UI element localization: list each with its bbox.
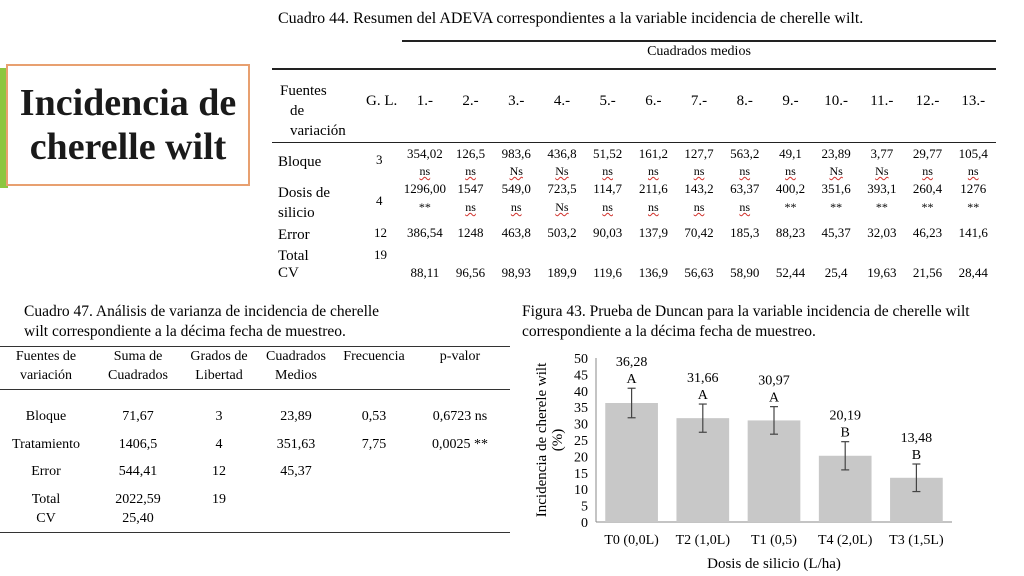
table-cell: Tratamiento — [12, 437, 80, 452]
cell-value: 1547 — [457, 181, 484, 196]
cell-value: 52,44 — [775, 265, 806, 280]
col-header: 2.- — [462, 93, 479, 109]
table-cell: 23,89 — [280, 409, 312, 424]
cell-sig: ns — [967, 164, 979, 178]
col-fuentes-1: Fuentes — [280, 83, 327, 99]
cell-value: 45,37 — [821, 225, 851, 240]
cell-value: 88,11 — [410, 265, 440, 280]
x-tick-label: T1 (0,5) — [751, 533, 797, 548]
row-gl: 4 — [376, 193, 383, 208]
table-cell: 19 — [212, 492, 226, 507]
cell-value: 393,1 — [867, 181, 897, 196]
x-tick-label: T3 (1,5L) — [889, 533, 944, 548]
col-header: Medios — [275, 368, 317, 383]
cell-value: 96,56 — [455, 265, 486, 280]
cell-value: 51,52 — [593, 146, 623, 161]
cell-value: 49,1 — [779, 146, 802, 161]
cell-value: 351,6 — [821, 181, 851, 196]
y-axis-title: (%) — [550, 428, 566, 452]
cell-value: 189,9 — [547, 265, 577, 280]
y-tick-label: 35 — [574, 401, 588, 417]
x-tick-label: T2 (1,0L) — [675, 533, 731, 548]
cell-sig: Ns — [875, 164, 889, 178]
row-label: Dosis de — [278, 185, 331, 201]
col-header: 4.- — [553, 93, 571, 109]
cell-value: 503,2 — [547, 225, 577, 240]
row-label: Total — [278, 248, 309, 264]
cell-value: 119,6 — [593, 265, 623, 280]
cell-sig: Ns — [509, 164, 523, 178]
y-tick-label: 20 — [574, 450, 588, 466]
cell-value: 260,4 — [912, 181, 943, 196]
cell-value: 463,8 — [501, 225, 531, 240]
cell-value: 983,6 — [501, 146, 531, 161]
data-label: 20,19 — [829, 408, 861, 424]
col-gl: G. L. — [366, 93, 398, 109]
header-bottom-rule — [272, 142, 996, 143]
cell-value: 19,63 — [867, 265, 897, 280]
x-tick-label: T0 (0,0L) — [604, 533, 659, 548]
y-tick-label: 25 — [574, 434, 588, 449]
row-label: CV — [278, 265, 299, 281]
cell-value: 88,23 — [775, 225, 806, 240]
header-rule — [0, 389, 510, 390]
y-axis-title: Incidencia de cherele wilt — [534, 362, 550, 518]
cell-sig: ns — [922, 164, 933, 178]
figura43-caption-1: Figura 43. Prueba de Duncan para la variable incidencia de cherelle wilt — [522, 303, 970, 320]
col-header: 13.- — [961, 93, 986, 109]
cell-value: 29,77 — [912, 146, 943, 161]
table-cell: 4 — [215, 437, 223, 452]
slide-title-box — [6, 64, 250, 186]
group-header: Cuadrados medios — [647, 44, 751, 59]
col-header: 3.- — [508, 93, 525, 109]
col-header: Fuentes de — [15, 349, 77, 364]
cell-sig: ** — [784, 200, 797, 214]
table-cell: CV — [36, 511, 56, 526]
cell-value: 1248 — [457, 225, 484, 240]
table-cell: 544,41 — [118, 464, 158, 479]
cell-sig: ns — [465, 200, 476, 214]
row-label: Error — [278, 227, 310, 243]
col-header: Grados de — [190, 349, 248, 364]
table-cell: Error — [31, 464, 61, 479]
table-cell: Bloque — [25, 409, 67, 424]
cuadro44-caption: Cuadro 44. Resumen del ADEVA correspondientes a la variable incidencia de cherelle wilt. — [278, 10, 864, 27]
cell-sig: Ns — [829, 164, 843, 178]
table-cell: 1406,5 — [118, 437, 158, 452]
table-cell: 45,37 — [280, 464, 312, 479]
cell-value: 126,5 — [455, 146, 486, 161]
table-cell: 0,6723 ns — [432, 409, 488, 424]
table-cell: 351,63 — [276, 437, 316, 452]
cell-value: 127,7 — [684, 146, 714, 161]
x-tick-label: T4 (2,0L) — [817, 533, 873, 548]
cell-sig: Ns — [555, 200, 569, 214]
duncan-letter: A — [626, 372, 637, 388]
cell-value: 354,02 — [406, 146, 443, 161]
table-cell: 3 — [215, 409, 223, 424]
row-label: silicio — [278, 205, 315, 221]
y-tick-label: 40 — [574, 384, 588, 400]
duncan-letter: A — [697, 388, 708, 404]
table-cell: 0,53 — [361, 409, 387, 424]
cell-value: 185,3 — [730, 225, 760, 240]
col-header: 10.- — [824, 93, 849, 109]
col-header: p-valor — [439, 349, 481, 364]
figura43-caption-2: correspondiente a la décima fecha de muestreo. — [522, 323, 816, 340]
table-cell: Total — [31, 492, 61, 507]
cell-sig: ns — [739, 164, 751, 178]
col-header: 12.- — [915, 93, 940, 109]
y-tick-label: 0 — [581, 516, 588, 531]
cell-value: 105,4 — [958, 146, 988, 161]
row-gl: 3 — [376, 152, 383, 167]
y-tick-label: 15 — [574, 466, 588, 482]
cell-value: 141,6 — [958, 225, 988, 240]
cell-value: 137,9 — [638, 225, 668, 240]
cell-value: 723,5 — [547, 181, 577, 196]
cell-value: 436,8 — [547, 146, 577, 161]
cell-value: 3,77 — [870, 146, 894, 161]
cell-sig: ** — [921, 200, 934, 214]
cell-value: 136,9 — [638, 265, 668, 280]
cell-sig: ns — [648, 164, 659, 178]
cell-sig: ** — [418, 200, 431, 214]
y-tick-label: 5 — [581, 499, 588, 515]
cell-sig: ns — [419, 164, 431, 178]
cell-value: 28,44 — [958, 265, 988, 280]
header-rule — [272, 68, 996, 70]
cell-value: 58,90 — [730, 265, 760, 280]
col-header: 11.- — [870, 93, 894, 109]
col-header: 5.- — [599, 93, 616, 109]
y-tick-label: 10 — [574, 483, 588, 499]
duncan-letter: B — [840, 425, 850, 441]
slide-title: Incidencia de cherelle wilt — [19, 82, 237, 168]
bar — [676, 418, 729, 522]
cell-value: 70,42 — [684, 225, 714, 240]
cell-sig: ns — [602, 164, 613, 178]
col-header: Suma de — [113, 349, 163, 364]
cell-value: 549,0 — [501, 181, 531, 196]
cell-sig: ns — [510, 200, 522, 214]
cell-value: 21,56 — [912, 265, 943, 280]
row-gl: 12 — [374, 225, 387, 240]
cell-sig: ns — [693, 164, 705, 178]
cell-value: 161,2 — [638, 146, 668, 161]
bar — [748, 420, 801, 522]
duncan-letter: B — [911, 448, 922, 464]
col-header: 9.- — [782, 93, 799, 109]
duncan-bar-chart — [530, 342, 970, 574]
data-label: 13,48 — [900, 431, 933, 447]
data-label: 36,28 — [615, 355, 648, 371]
table-bottom-rule — [0, 532, 510, 533]
col-header: Cuadrados — [266, 349, 326, 364]
col-header: variación — [19, 368, 73, 383]
cell-value: 23,89 — [821, 146, 851, 161]
cell-value: 98,93 — [501, 265, 531, 280]
cell-value: 563,2 — [730, 146, 760, 161]
table-cell: 25,40 — [122, 511, 154, 526]
cell-value: 25,4 — [824, 265, 848, 280]
table-top-rule — [402, 40, 996, 42]
table-cell: 2022,59 — [115, 492, 161, 507]
duncan-letter: A — [768, 390, 780, 406]
cell-value: 386,54 — [406, 225, 443, 240]
cell-sig: Ns — [555, 164, 569, 178]
data-label: 30,97 — [758, 373, 790, 389]
x-axis-title: Dosis de silicio (L/ha) — [707, 556, 841, 572]
col-header: Frecuencia — [343, 349, 405, 364]
y-tick-label: 50 — [574, 352, 588, 367]
cell-value: 46,23 — [912, 225, 943, 240]
cell-sig: ** — [967, 200, 980, 214]
table-cell: 0,0025 ** — [432, 437, 488, 452]
col-header: 1.- — [416, 93, 433, 109]
cuadro47-caption-1: Cuadro 47. Análisis de varianza de incidencia de cherelle — [24, 303, 380, 320]
table-top-rule — [0, 346, 510, 347]
cell-value: 400,2 — [775, 181, 806, 196]
cell-value: 114,7 — [593, 181, 623, 196]
table-cell: 71,67 — [122, 409, 154, 424]
cell-sig: ns — [785, 164, 796, 178]
table-cell: 12 — [212, 464, 226, 479]
cell-value: 1276 — [960, 181, 987, 196]
cell-value: 63,37 — [730, 181, 760, 196]
data-label: 31,66 — [687, 371, 719, 387]
row-gl: 19 — [374, 247, 387, 262]
cell-value: 90,03 — [593, 225, 623, 240]
cell-sig: ns — [693, 200, 705, 214]
col-header: Cuadrados — [108, 368, 168, 383]
cell-value: 32,03 — [867, 225, 897, 240]
cell-value: 143,2 — [684, 181, 714, 196]
cuadro47-caption-2: wilt correspondiente a la décima fecha de muestreo. — [24, 323, 346, 340]
row-label: Bloque — [278, 154, 322, 170]
y-tick-label: 30 — [574, 417, 588, 433]
y-tick-label: 45 — [574, 368, 588, 384]
col-fuentes-3: variación — [290, 123, 346, 139]
col-header: Libertad — [195, 368, 243, 383]
cell-sig: ** — [875, 200, 888, 214]
cell-sig: ns — [739, 200, 751, 214]
cuadro44-table — [272, 40, 996, 288]
col-header: 6.- — [645, 93, 662, 109]
table-cell: 7,75 — [361, 437, 387, 452]
cell-value: 211,6 — [638, 181, 668, 196]
cuadro47-table — [0, 342, 510, 532]
cell-sig: ns — [648, 200, 659, 214]
col-fuentes-2: de — [290, 103, 305, 119]
cell-sig: ns — [465, 164, 476, 178]
col-header: 7.- — [690, 93, 708, 109]
cell-value: 1296,00 — [403, 181, 446, 196]
cell-sig: ns — [602, 200, 613, 214]
cell-sig: ** — [830, 200, 843, 214]
cell-value: 56,63 — [684, 265, 714, 280]
bar — [605, 403, 658, 522]
col-header: 8.- — [736, 93, 753, 109]
